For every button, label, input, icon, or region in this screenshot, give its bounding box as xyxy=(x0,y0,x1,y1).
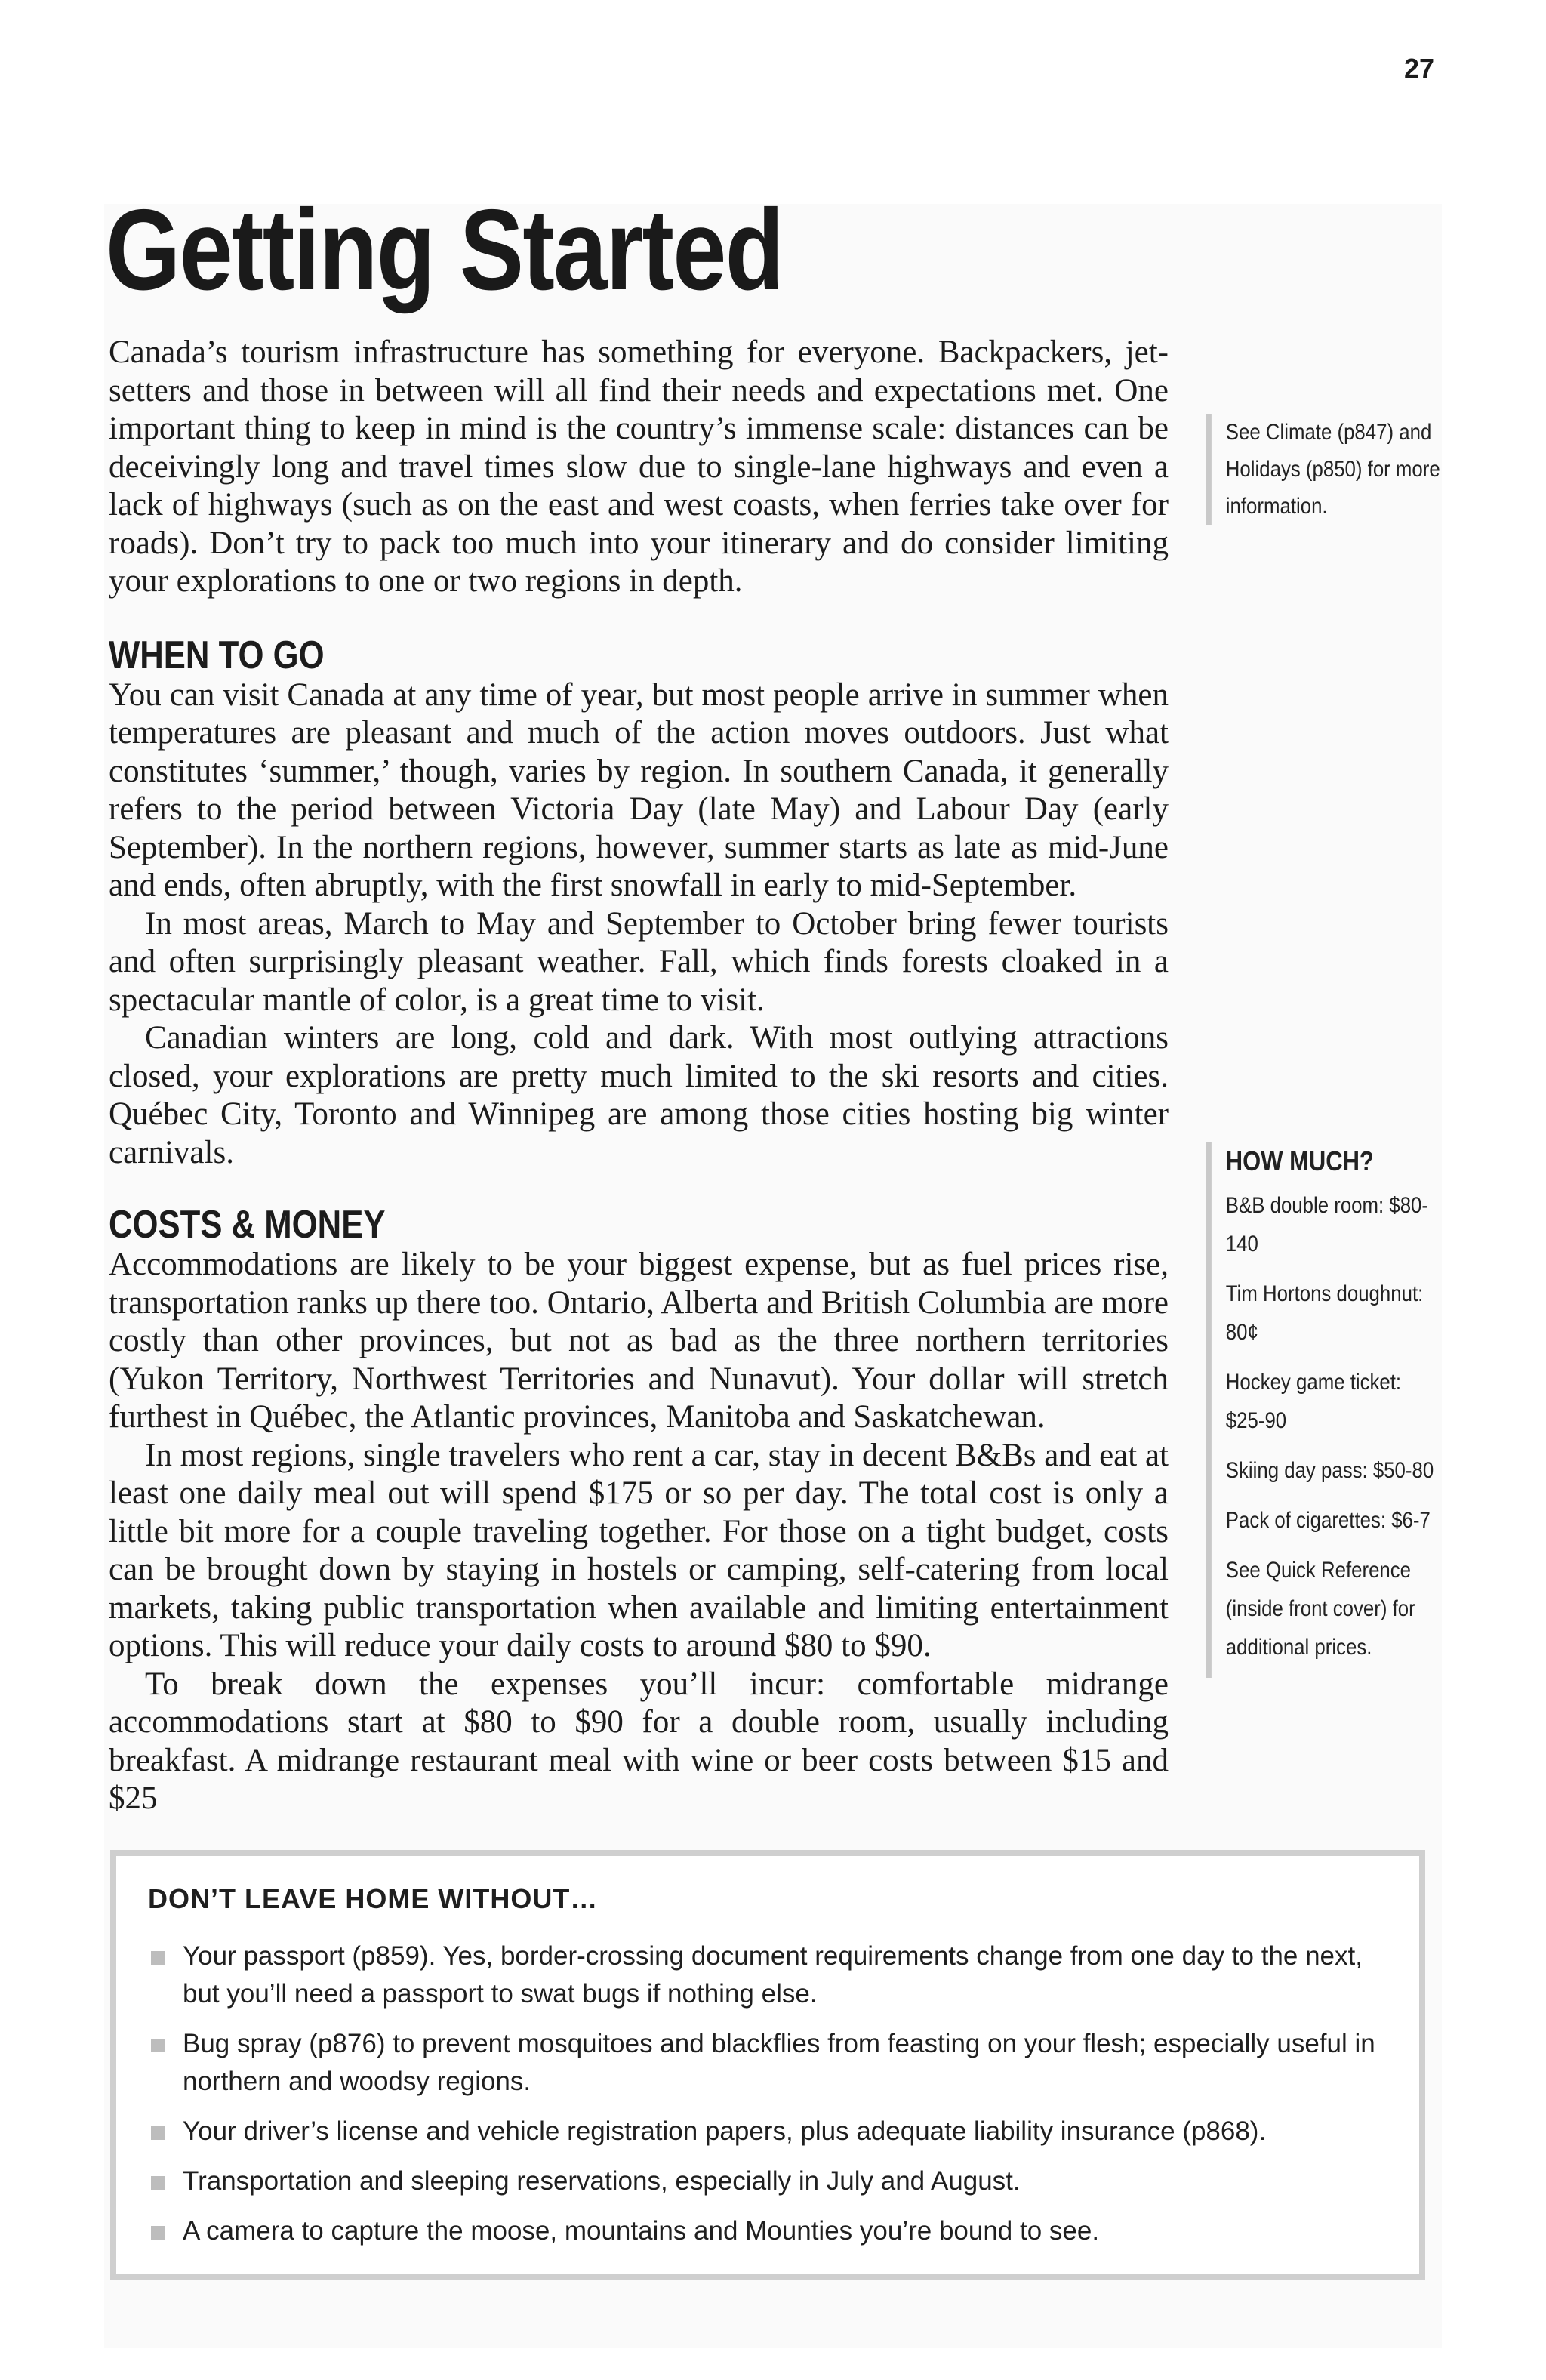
when-to-go-heading xyxy=(109,630,999,675)
list-item xyxy=(148,2025,1389,2101)
dont-leave-home-box xyxy=(110,1850,1425,2280)
list-item-text: Bug spray (p876) to prevent mosquitoes and blackflies from feasting on your flesh; especially useful in northern and woodsy regions. xyxy=(183,2029,1375,2096)
when-to-go-paragraph: In most areas, March to May and September to October bring fewer tourists and often surprisingly pleasant weather. Fall, which finds forests cloaked in a spectacular mantle of color, is a great time to visit. xyxy=(109,905,1169,1018)
how-much-title: HOW MUCH? xyxy=(1225,1145,1374,1176)
how-much-item: Pack of cigarettes: $6-7 xyxy=(1225,1508,1431,1533)
page-number: 27 xyxy=(1403,53,1434,84)
square-bullet-icon xyxy=(151,1951,165,1965)
costs-money-heading xyxy=(109,1199,999,1247)
list-item-text: Your driver’s license and vehicle registration papers, plus adequate liability insurance (p868). xyxy=(183,2116,1267,2146)
list-item xyxy=(148,2212,1389,2250)
how-much-item: Hockey game ticket: $25-90 xyxy=(1225,1370,1402,1433)
intro-paragraph: Canada’s tourism infrastructure has something for everyone. Backpackers, jet-setters and those in between will all find their needs and expectations met. One important thing to keep in mind is the country’s immense scale: distances can be deceivingly long and travel times slow due to single-lane highways and even a lack of highways (such as on the east and west coasts, when ferries take over for roads). Don’t try to pack too much into your itinerary and do consider limiting your explorations to one or two regions in depth. xyxy=(109,334,1169,599)
how-much-item: Tim Hortons doughnut: 80¢ xyxy=(1225,1281,1424,1345)
square-bullet-icon xyxy=(151,2126,165,2140)
list-item-text: Transportation and sleeping reservations, especially in July and August. xyxy=(183,2166,1021,2196)
page-title: Getting Started xyxy=(106,186,783,314)
when-to-go-paragraph: Canadian winters are long, cold and dark. With most outlying attractions closed, your explorations are pretty much limited to the ski resorts and cities. Québec City, Toronto and Winnipeg are among those cities hosting big winter carnivals. xyxy=(109,1020,1169,1170)
list-item xyxy=(148,2113,1389,2150)
how-much-item: Skiing day pass: $50-80 xyxy=(1225,1458,1434,1483)
costs-paragraph: In most regions, single travelers who rent a car, stay in decent B&Bs and eat at least one daily meal out will spend $175 or so per day. The total cost is only a little bit more for a couple traveling together. For those on a tight budget, costs can be brought down by staying in hostels or camping, self-catering from local markets, taking public transportation when available and limiting entertainment options. This will reduce your daily costs to around $80 to $90. xyxy=(109,1437,1169,1663)
how-much-sidebar xyxy=(1206,1142,1440,1678)
when-to-go-paragraph: You can visit Canada at any time of year, but most people arrive in summer when temperatures are pleasant and much of the action moves outdoors. Just what constitutes ‘summer,’ though, varies by region. In southern Canada, it generally refers to the period between Victoria Day (late May) and Labour Day (early September). In the northern regions, however, summer starts as late as mid-June and ends, often abruptly, with the first snowfall in early to mid-September. xyxy=(109,677,1169,903)
costs-money-heading-text: COSTS & MONEY xyxy=(109,1203,386,1247)
dont-leave-home-title: DON’T LEAVE HOME WITHOUT… xyxy=(148,1883,599,1914)
square-bullet-icon xyxy=(151,2176,165,2190)
how-much-item: B&B double room: $80-140 xyxy=(1225,1193,1428,1256)
square-bullet-icon xyxy=(151,2039,165,2052)
list-item xyxy=(148,1938,1389,2013)
main-column xyxy=(109,334,1169,1818)
list-item-text: A camera to capture the moose, mountains and Mounties you’re bound to see. xyxy=(183,2216,1100,2246)
costs-paragraph: Accommodations are likely to be your biggest expense, but as fuel prices rise, transportation ranks up there too. Ontario, Alberta and British Columbia are more costly than other provinces, but not as bad as the three northern territories (Yukon Territory, Northwest Territories and Nunavut). Your dollar will stretch furthest in Québec, the Atlantic provinces, Manitoba and Saskatchewan. xyxy=(109,1247,1169,1435)
costs-paragraph: To break down the expenses you’ll incur: comfortable midrange accommodations start at $80 to $90 for a double room, usually including breakfast. A midrange restaurant meal with wine or beer costs between $15 and $25 xyxy=(109,1666,1169,1816)
how-much-item: See Quick Reference (inside front cover) for additional prices. xyxy=(1225,1558,1415,1660)
when-to-go-heading-text: WHEN TO GO xyxy=(109,633,325,677)
square-bullet-icon xyxy=(151,2226,165,2240)
climate-sidebar-note xyxy=(1206,414,1459,525)
list-item-text: Your passport (p859). Yes, border-crossing document requirements change from one day to the next, but you’ll need a passport to swat bugs if nothing else. xyxy=(183,1941,1363,2009)
list-item xyxy=(148,2163,1389,2200)
dont-leave-home-list xyxy=(148,1938,1389,2250)
climate-sidebar-text: See Climate (p847) and Holidays (p850) for more information. xyxy=(1225,420,1440,519)
